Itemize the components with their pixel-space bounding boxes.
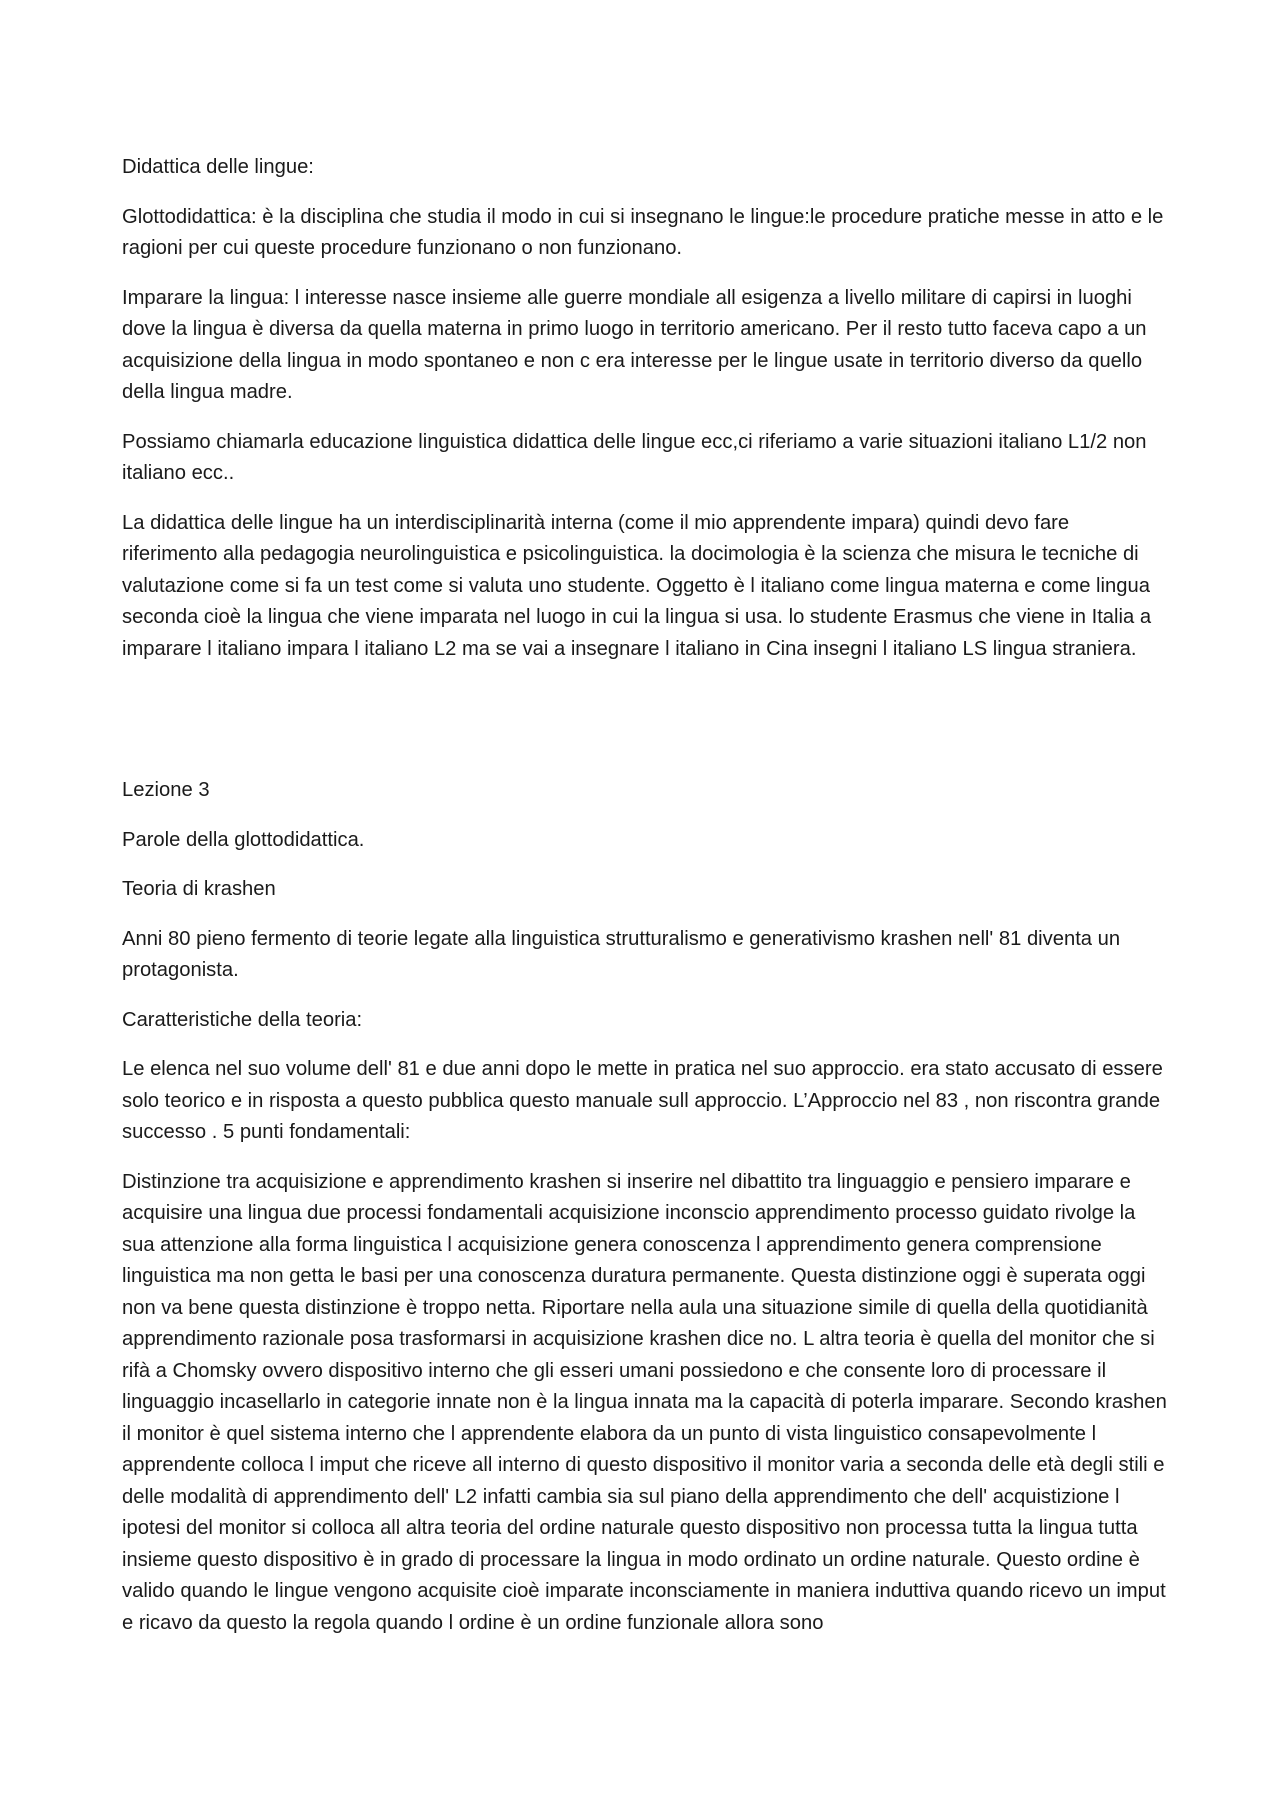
paragraph-volume-81: Le elenca nel suo volume dell' 81 e due anni dopo le mette in pratica nel suo approccio. era stato accusato di essere solo teorico e in risposta a questo pubblica questo manuale sull approccio. L’Approccio nel 83 , non riscontra grande successo . 5 punti fondamentali:	[122, 1058, 1163, 1143]
paragraph-glottodidattica: Glottodidattica: è la disciplina che studia il modo in cui si insegnano le lingue:le procedure pratiche messe in atto e le ragioni per cui queste procedure funzionano o non funzionano.	[122, 205, 1164, 259]
lesson-title: Lezione 3	[122, 779, 210, 801]
features-heading: Caratteristiche della teoria:	[122, 1008, 363, 1031]
lesson-subtitle: Parole della glottodidattica.	[122, 828, 365, 851]
paragraph-anni-80: Anni 80 pieno fermento di teorie legate alla linguistica strutturalismo e generativismo krashen nell' 81 diventa un protagonista.	[122, 927, 1121, 981]
paragraph-imparare-lingua: Imparare la lingua: l interesse nasce insieme alle guerre mondiale all esigenza a livello militare di capirsi in luoghi dove la lingua è diversa da quella materna in primo luogo in territorio americano. Per il resto tutto faceva capo a un acquisizione della lingua in modo spontaneo e non c era interesse per le lingue usate in territorio diverso da quello della lingua madre.	[122, 286, 1147, 403]
lesson-topic: Teoria di krashen	[122, 878, 276, 900]
blank-space	[122, 683, 1167, 775]
paragraph-educazione-linguistica: Possiamo chiamarla educazione linguistica didattica delle lingue ecc,ci riferiamo a varie situazioni italiano L1/2 non italiano ecc..	[122, 430, 1147, 484]
section-title: Didattica delle lingue:	[122, 156, 314, 178]
document-body	[122, 152, 1167, 1657]
paragraph-interdisciplinarita: La didattica delle lingue ha un interdisciplinarità interna (come il mio apprendente impara) quindi devo fare riferimento alla pedagogia neurolinguistica e psicolinguistica. la docimologia è la scienza che misura le tecniche di valutazione come si fa un test come si valuta uno studente. Oggetto è l italiano come lingua materna e come lingua seconda cioè la lingua che viene imparata nel luogo in cui la lingua si usa. lo studente Erasmus che viene in Italia a imparare l italiano impara l italiano L2 ma se vai a insegnare l italiano in Cina insegni l italiano LS lingua straniera.	[122, 511, 1152, 660]
paragraph-distinzione: Distinzione tra acquisizione e apprendimento krashen si inserire nel dibattito tra linguaggio e pensiero imparare e acquisire una lingua due processi fondamentali acquisizione inconscio apprendimento processo guidato rivolge la sua attenzione alla forma linguistica l acquisizione genera conoscenza l apprendimento genera comprensione linguistica ma non getta le basi per una conoscenza duratura permanente. Questa distinzione oggi è superata oggi non va bene questa distinzione è troppo netta. Riportare nella aula una situazione simile di quella della quotidianità apprendimento razionale posa trasformarsi in acquisizione krashen dice no. L altra teoria è quella del monitor che si rifà a Chomsky ovvero dispositivo interno che gli esseri umani possiedono e che consente loro di processare il linguaggio incasellarlo in categorie innate non è la lingua innata ma la capacità di poterla imparare. Secondo krashen il monitor è quel sistema interno che l apprendente elabora da un punto di vista linguistico consapevolmente l apprendente colloca l imput che riceve all interno di questo dispositivo il monitor varia a seconda delle età degli stili e delle modalità di apprendimento dell' L2 infatti cambia sia sul piano della apprendimento che dell' acquistizione l ipotesi del monitor si colloca all altra teoria del ordine naturale questo dispositivo non processa tutta la lingua tutta insieme questo dispositivo è in grado di processare la lingua in modo ordinato un ordine naturale. Questo ordine è valido quando le lingue vengono acquisite cioè imparate inconsciamente in maniera induttiva quando ricevo un imput e ricavo da questo la regola quando l ordine è un ordine funzionale allora sono	[122, 1170, 1167, 1634]
